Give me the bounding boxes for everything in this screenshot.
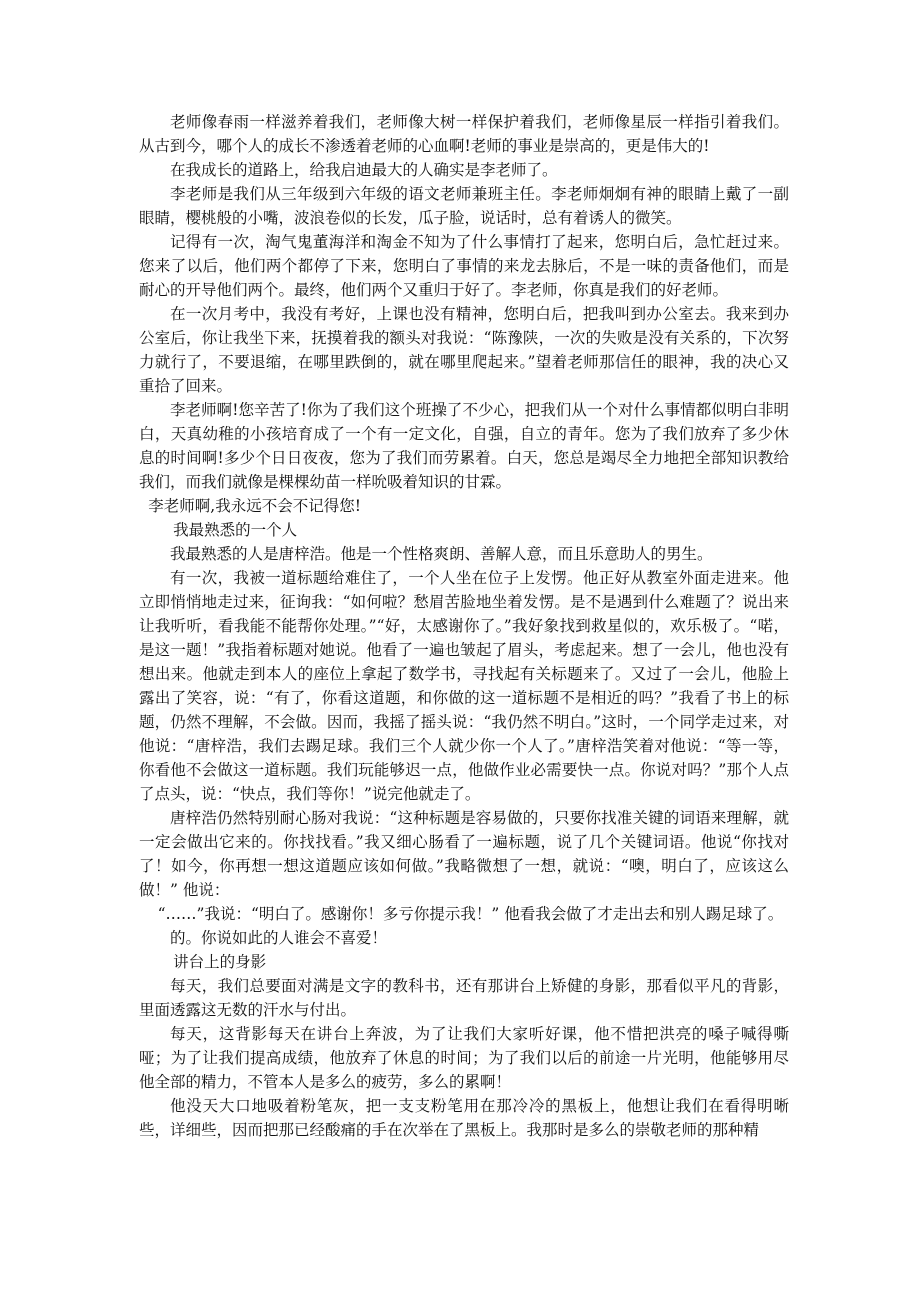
paragraph-everyday-textbook: 每天，我们总要面对满是文字的教科书，还有那讲台上矫健的身影，那看似平凡的背影，里面透露这无数的汗水与付出。 — [139, 977, 789, 1019]
section-title-familiar-person: 我最熟悉的一个人 — [173, 521, 298, 539]
paragraph-gratitude: 李老师啊!您辛苦了!你为了我们这个班操了不少心，把我们从一个对什么事情都似明白非明白，天真幼稚的小孩培育成了一个有一定文化，自强，自立的青年。您为了我们放弃了多少休息的时间啊!多少个日日夜夜，您为了我们而劳累着。白天，您总是竭尽全力地把全部知识教给我们，而我们就像是棵棵幼苗一样吮吸着知识的甘霖。 — [139, 401, 789, 491]
paragraph-who-wouldnt-like: 的。你说如此的人谁会不喜爱！ — [170, 929, 388, 947]
document-body — [139, 110, 789, 1142]
paragraph-exam-story: 在一次月考中，我没有考好，上课也没有精神，您明白后，把我叫到办公室去。我来到办公室后，你让我坐下来，抚摸着我的额头对我说：“陈豫陕，一次的失败是没有关系的，下次努力就行了，不要退缩，在哪里跌倒的，就在哪里爬起来。”望着老师那信任的眼神，我的决心又重拾了回来。 — [139, 305, 789, 395]
paragraph-chalk-dust: 他没天大口地吸着粉笔灰，把一支支粉笔用在那冷冷的黑板上，他想让我们在看得明晰些，详细些，因而把那已经酸痛的手在次举在了黑板上。我那时是多么的崇敬老师的那种精 — [139, 1097, 789, 1139]
paragraph-teacher-effort: 每天，这背影每天在讲台上奔波，为了让我们大家听好课，他不惜把洪亮的嗓子喊得嘶哑；为了让我们提高成绩，他放弃了休息的时间；为了我们以后的前途一片光明，他能够用尽他全部的精力，不管本人是多么的疲劳，多么的累啊！ — [139, 1025, 789, 1091]
paragraph-fight-story: 记得有一次，淘气鬼董海洋和淘金不知为了什么事情打了起来，您明白后，急忙赶过来。您来了以后，他们两个都停了下来，您明白了事情的来龙去脉后，不是一味的责备他们，而是耐心的开导他们两个。最终，他们两个又重归于好了。李老师，你真是我们的好老师。 — [139, 233, 789, 299]
paragraph-math-problem: 有一次，我被一道标题给难住了，一个人坐在位子上发愣。他正好从教室外面走进来。他立即悄悄地走过来，征询我：“如何啦？愁眉苦脸地坐着发愣。是不是遇到什么难题了？说出来让我听听，看我能不能帮你处理。”“好，太感谢你了。”我好象找到救星似的，欢乐极了。“喏，是这一题！”我指着标题对她说。他看了一遍也皱起了眉头，考虑起来。想了一会儿，他也没有想出来。他就走到本人的座位上拿起了数学书，寻找起有关标题来了。又过了一会儿，他脸上露出了笑容，说：“有了，你看这道题，和你做的这一道标题不是相近的吗？”我看了书上的标题，仍然不理解，不会做。因而，我摇了摇头说：“我仍然不明白。”这时，一个同学走过来，对他说：“唐梓浩，我们去踢足球。我们三个人就少你一个人了。”唐梓浩笑着对他说：“等一等，你看他不会做这一道标题。我们玩能够迟一点，他做作业必需要快一点。你说对吗？”那个人点了点头，说：“快点，我们等你！”说完他就走了。 — [139, 569, 789, 803]
paragraph-enlightenment: 在我成长的道路上，给我启迪最大的人确实是李老师了。 — [170, 161, 558, 179]
paragraph-teacher-description: 李老师是我们从三年级到六年级的语文老师兼班主任。李老师炯炯有神的眼睛上戴了一副眼睛，樱桃般的小嘴，波浪卷似的长发，瓜子脸，说话时，总有着诱人的微笑。 — [139, 185, 789, 227]
paragraph-patient-help: 唐梓浩仍然特别耐心肠对我说：“这种标题是容易做的，只要你找准关键的词语来理解，就一定会做出它来的。你找找看。”我又细心肠看了一遍标题，说了几个关键词语。他说“你找对了！如今，你再想一想这道题应该如何做。”我略微想了一想，就说：“噢，明白了，应该这么做！” 他说： — [139, 809, 789, 899]
section-title-podium-figure: 讲台上的身影 — [173, 953, 267, 971]
paragraph-tang-intro: 我最熟悉的人是唐梓浩。他是一个性格爽朗、善解人意，而且乐意助人的男生。 — [170, 545, 713, 563]
paragraph-intro: 老师像春雨一样滋养着我们，老师像大树一样保护着我们，老师像星辰一样指引着我们。从古到今，哪个人的成长不渗透着老师的心血啊!老师的事业是崇高的，更是伟大的! — [139, 113, 789, 155]
paragraph-thanks: “……”我说：“明白了。感谢你！多亏你提示我！” 他看我会做了才走出去和别人踢足球了。 — [157, 905, 784, 923]
paragraph-closing: 李老师啊,我永远不会不记得您! — [148, 497, 361, 515]
